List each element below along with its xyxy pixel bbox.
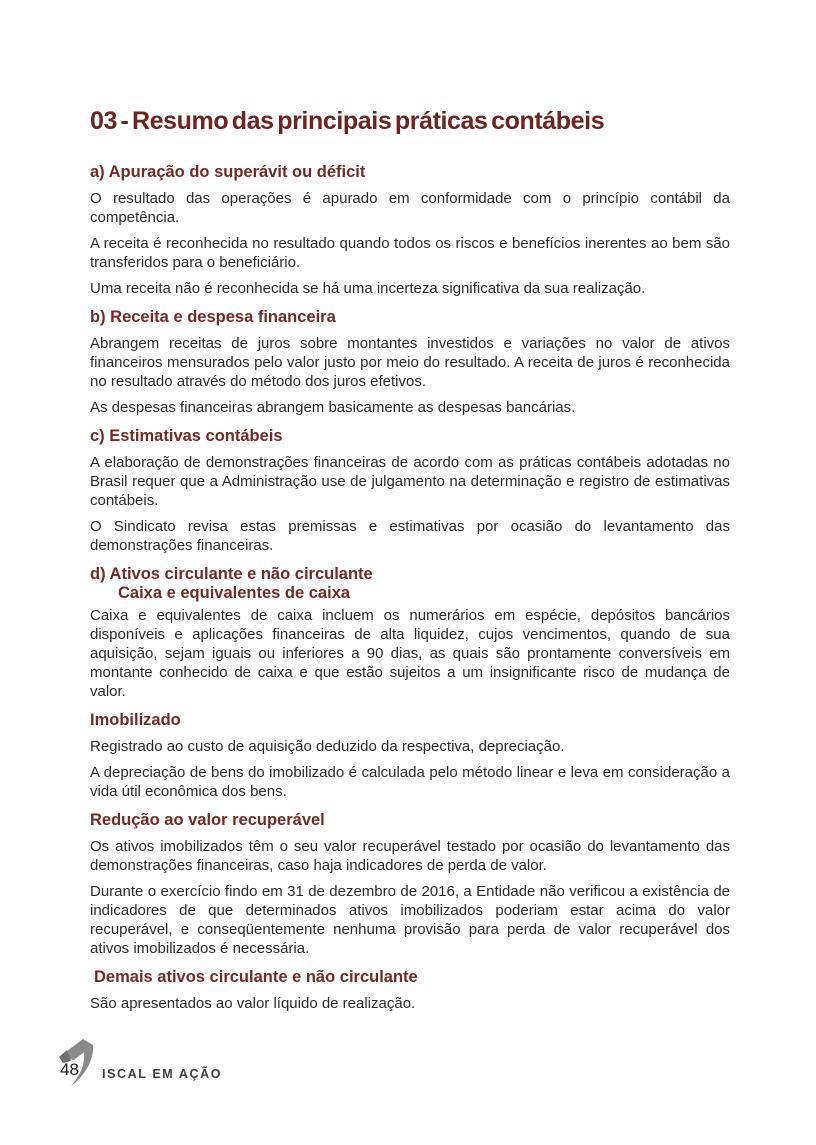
- paragraph: A depreciação de bens do imobilizado é calculada pelo método linear e leva em consideração a vida útil econômica dos bens.: [90, 764, 730, 800]
- footer-logo-text: ISCAL EM AÇÃO: [102, 1066, 223, 1082]
- section-a-heading: a) Apuração do superávit ou déficit: [90, 163, 366, 181]
- paragraph: Abrangem receitas de juros sobre montantes investidos e variações no valor de ativos financeiros mensurados pelo valor justo por meio do resultado. A receita de juros é reconhecida no resultado através do método dos juros efetivos.: [90, 335, 730, 390]
- page-footer: [57, 1036, 277, 1096]
- paragraph: As despesas financeiras abrangem basicamente as despesas bancárias.: [90, 399, 576, 416]
- section-d-subheading: Caixa e equivalentes de caixa: [118, 584, 351, 602]
- section-reducao-valor-recuperavel: [90, 810, 730, 958]
- paragraph: Os ativos imobilizados têm o seu valor recuperável testado por ocasião do levantamento das demonstrações financeiras, caso haja indicadores de perda de valor.: [90, 838, 730, 874]
- paragraph: A receita é reconhecida no resultado quando todos os riscos e benefícios inerentes ao bem são transferidos para o beneficiário.: [90, 235, 730, 271]
- section-d: [90, 564, 730, 701]
- section-b: [90, 307, 730, 417]
- section-reducao-heading: Redução ao valor recuperável: [90, 811, 325, 829]
- page-title: 03 - Resumo das principais práticas contábeis: [90, 107, 605, 135]
- paragraph: O Sindicato revisa estas premissas e estimativas por ocasião do levantamento das demonstrações financeiras.: [90, 518, 730, 554]
- paragraph: Registrado ao custo de aquisição deduzido da respectiva, depreciação.: [90, 738, 565, 755]
- section-c: [90, 426, 730, 555]
- paragraph: A elaboração de demonstrações financeiras de acordo com as práticas contábeis adotadas no Brasil requer que a Administração use de julgamento na determinação e registro de estimativas contábeis.: [90, 454, 730, 509]
- paragraph: São apresentados ao valor líquido de realização.: [90, 995, 416, 1012]
- paragraph: O resultado das operações é apurado em conformidade com o princípio contábil da competência.: [90, 190, 730, 226]
- section-imobilizado: [90, 710, 730, 801]
- section-c-heading: c) Estimativas contábeis: [90, 427, 283, 445]
- paragraph: Durante o exercício findo em 31 de dezembro de 2016, a Entidade não verificou a existência de indicadores de que determinados ativos imobilizados poderiam estar acima do valor recuperável, e conseqüentemente nenhuma provisão para perda de valor recuperável dos ativos imobilizados é necessária.: [90, 883, 730, 957]
- section-b-heading: b) Receita e despesa financeira: [90, 308, 336, 326]
- paragraph: Uma receita não é reconhecida se há uma incerteza significativa da sua realização.: [90, 280, 646, 297]
- paragraph: Caixa e equivalentes de caixa incluem os numerários em espécie, depósitos bancários disponíveis e aplicações financeiras de alta liquidez, cujos vencimentos, quando de sua aquisição, sejam iguais ou inferiores a 90 dias, as quais são prontamente conversíveis em montante conhecido de caixa e que estão sujeitos a um insignificante risco de mudança de valor.: [90, 607, 730, 700]
- section-demais-heading: Demais ativos circulante e não circulante: [94, 968, 418, 986]
- section-d-heading: d) Ativos circulante e não circulante: [90, 565, 373, 583]
- section-a: [90, 162, 730, 298]
- page-content: [90, 0, 730, 1013]
- section-imobilizado-heading: Imobilizado: [90, 711, 181, 729]
- page-number: 48: [60, 1060, 79, 1079]
- section-demais-ativos: [90, 967, 730, 1013]
